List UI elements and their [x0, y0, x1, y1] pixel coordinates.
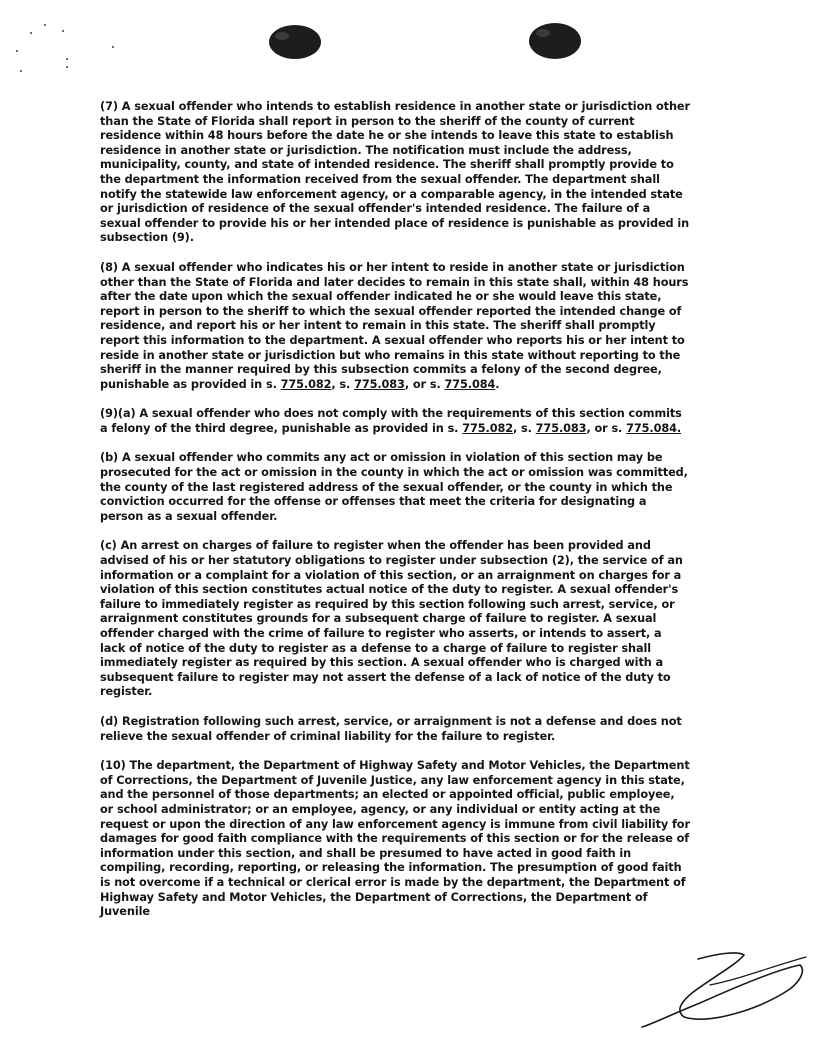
- scan-speck: [62, 30, 64, 32]
- statute-citation-link[interactable]: 775.084: [444, 377, 496, 391]
- paragraph-7: [100, 100, 690, 246]
- hole-punch-right-icon: [528, 22, 582, 60]
- statute-citation-link[interactable]: 775.082: [462, 421, 513, 435]
- paragraph-label: (9)(a): [100, 407, 136, 421]
- paragraph-label: (8): [100, 260, 118, 274]
- signature-scribble-icon: [640, 945, 810, 1030]
- citation-list: s. 775.082, s. 775.083, or s. 775.084.: [265, 377, 500, 391]
- statute-text: [100, 100, 690, 935]
- paragraph-text: A sexual offender who does not comply with the requirements of this section commits a felony of the third degree, punishable as provided in: [100, 407, 682, 435]
- statute-citation-link[interactable]: 775.082: [280, 377, 332, 391]
- scan-speck: [16, 50, 18, 52]
- scan-speck: [30, 32, 32, 34]
- paragraph-8: [100, 261, 690, 392]
- scan-speck: [20, 70, 22, 72]
- paragraph-label: (c): [100, 539, 117, 553]
- paragraph-9b: [100, 451, 690, 524]
- paragraph-9c: [100, 539, 690, 700]
- paragraph-label: (d): [100, 714, 119, 728]
- paragraph-label: (b): [100, 451, 119, 465]
- statute-citation-link[interactable]: 775.083: [535, 421, 587, 435]
- paragraph-text: An arrest on charges of failure to register when the offender has been provided and advised of his or her statutory obligations to register under subsection (2), the service of an information or a complaint for a violation of this section, or an arraignment on charges for a violation of this section constitutes actual notice of the duty to register. A sexual offender's failure to immediately register as required by this section following such arrest, service, or arraignment constitutes grounds for a subsequent charge of failure to register. A sexual offender charged with the crime of failure to register who asserts, or intends to assert, a lack of notice of the duty to register as a defense to a charge of failure to register shall immediately register as required by this section. A sexual offender who is charged with a subsequent failure to register may not assert the defense of a lack of notice of the duty to register.: [100, 539, 683, 699]
- paragraph-10: [100, 759, 690, 920]
- citation-list: s. 775.082, s. 775.083, or s. 775.084.: [447, 421, 682, 435]
- paragraph-text: Registration following such arrest, service, or arraignment is not a defense and does not relieve the sexual offender of criminal liability for the failure to register.: [100, 714, 682, 743]
- scan-speck: [112, 46, 114, 48]
- paragraph-text: A sexual offender who commits any act or omission in violation of this section may be prosecuted for the act or omission in the county in which the act or omission was committed, the county of the last registered address of the sexual offender, or the county in which the conviction occurred for the offense or offenses that meet the criteria for designating a person as a sexual offender.: [100, 451, 688, 523]
- scan-speck: [44, 24, 46, 26]
- scan-speck: [66, 66, 68, 68]
- paragraph-9a: [100, 407, 690, 436]
- paragraph-text: A sexual offender who indicates his or her intent to reside in another state or jurisdiction other than the State of Florida and later decides to remain in this state shall, within 48 hours after the date upon which the sexual offender indicated he or she would leave this state, report in person to the sheriff to which the sexual offender reported the intended change of residence, and report his or her intent to remain in this state. The sheriff shall promptly report this information to the department. A sexual offender who reports his or her intent to reside in another state or jurisdiction but who remains in this state without reporting to the sheriff in the manner required by this subsection commits a felony of the second degree, punishable as provided in: [100, 260, 689, 391]
- paragraph-text: A sexual offender who intends to establish residence in another state or jurisdiction other than the State of Florida shall report in person to the sheriff of the county of current residence within 48 hours before the date he or she intends to leave this state to establish residence in another state or jurisdiction. The notification must include the address, municipality, county, and state of intended residence. The sheriff shall promptly provide to the department the information received from the sexual offender. The department shall notify the statewide law enforcement agency, or a comparable agency, in the intended state or jurisdiction of residence of the sexual offender's intended residence. The failure of a sexual offender to provide his or her intended place of residence is punishable as provided in subsection (9).: [100, 100, 690, 245]
- paragraph-label: (7): [100, 100, 118, 113]
- paragraph-9d: [100, 715, 690, 744]
- paragraph-text: The department, the Department of Highway Safety and Motor Vehicles, the Department of Corrections, the Department of Juvenile Justice, any law enforcement agency in this state, and the personnel of those departments; an elected or appointed official, public employee, or school administrator; or an employee, agency, or any individual or entity acting at the request or upon the direction of any law enforcement agency is immune from civil liability for damages for good faith compliance with the requirements of this section or for the release of information under this section, and shall be presumed to have acted in good faith in compiling, recording, reporting, or releasing the information. The presumption of good faith is not overcome if a technical or clerical error is made by the department, the Department of Highway Safety and Motor Vehicles, the Department of Corrections, the Department of Juvenile: [100, 759, 690, 919]
- statute-citation-link[interactable]: 775.083: [354, 377, 405, 391]
- scan-speck: [66, 58, 68, 60]
- statute-citation-link[interactable]: 775.084.: [626, 421, 682, 435]
- hole-punch-left-icon: [268, 24, 322, 60]
- paragraph-label: (10): [100, 759, 126, 773]
